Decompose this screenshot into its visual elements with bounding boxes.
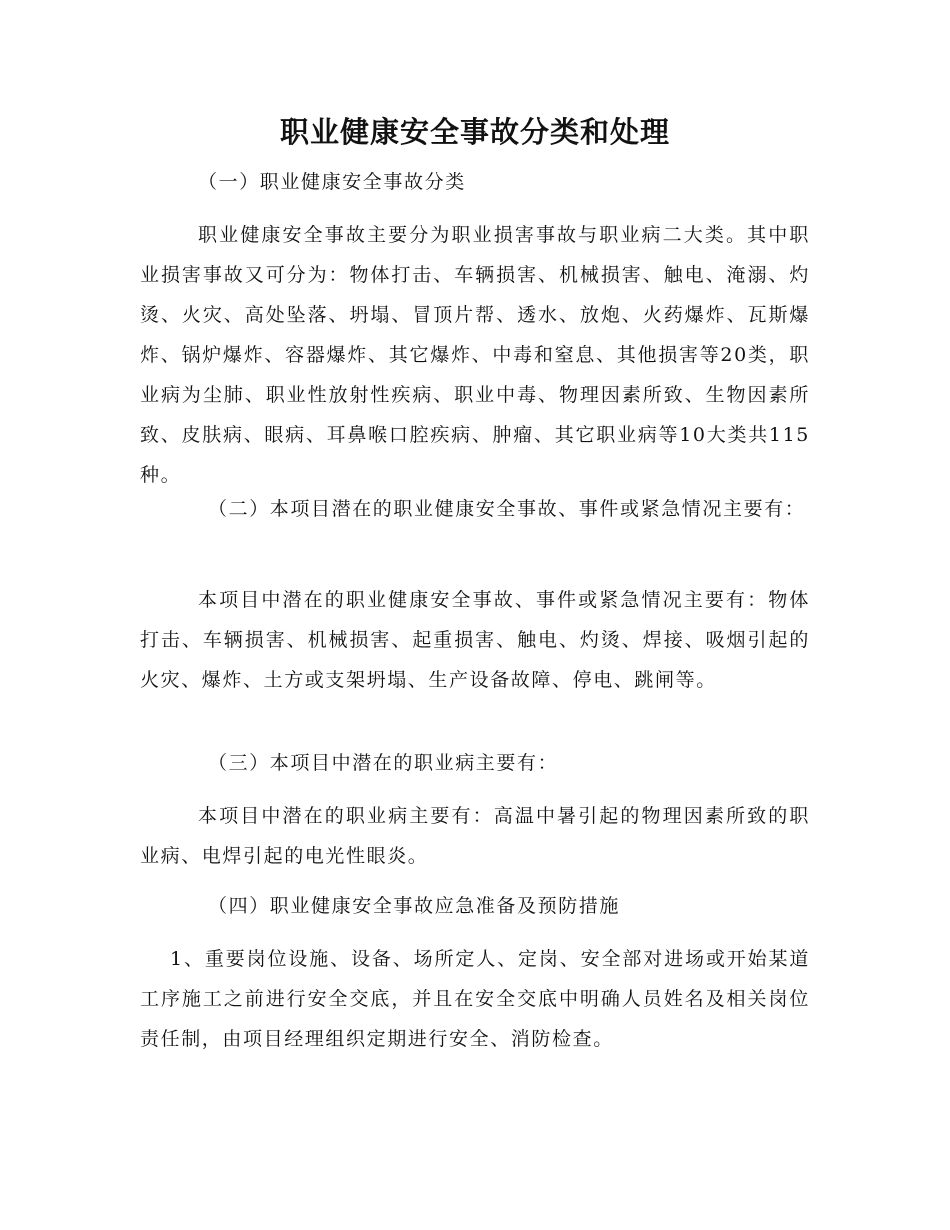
section-heading-4: （四）职业健康安全事故应急准备及预防措施 [208, 895, 621, 917]
paragraph-potential-diseases: 本项目中潜在的职业病主要有：高温中暑引起的物理因素所致的职业病、电焊引起的电光性眼炎。 [140, 805, 810, 867]
section-heading-2: （二）本项目潜在的职业健康安全事故、事件或紧急情况主要有： [208, 498, 806, 520]
section-heading-3: （三）本项目中潜在的职业病主要有： [208, 752, 559, 774]
paragraph-potential-accidents: 本项目中潜在的职业健康安全事故、事件或紧急情况主要有：物体打击、车辆损害、机械损害、起重损害、触电、灼烫、焊接、吸烟引起的火灾、爆炸、土方或支架坍塌、生产设备故障、停电、跳闸等。 [140, 589, 810, 691]
document-title: 职业健康安全事故分类和处理 [279, 115, 670, 149]
paragraph-accident-classification: 职业健康安全事故主要分为职业损害事故与职业病二大类。其中职业损害事故又可分为：物体打击、车辆损害、机械损害、触电、淹溺、灼烫、火灾、高处坠落、坍塌、冒顶片帮、透水、放炮、火药爆炸、瓦斯爆炸、锅炉爆炸、容器爆炸、其它爆炸、中毒和窒息、其他损害等20类，职业病为尘肺、职业性放射性疾病、职业中毒、物理因素所致、生物因素所致、皮肤病、眼病、耳鼻喉口腔疾病、肿瘤、其它职业病等10大类共115种。 [140, 224, 810, 486]
paragraph-measure-1: 1、重要岗位设施、设备、场所定人、定岗、安全部对进场或开始某道工序施工之前进行安全交底，并且在安全交底中明确人员姓名及相关岗位责任制，由项目经理组织定期进行安全、消防检查。 [140, 948, 810, 1050]
section-heading-1: （一）职业健康安全事故分类 [198, 171, 466, 193]
